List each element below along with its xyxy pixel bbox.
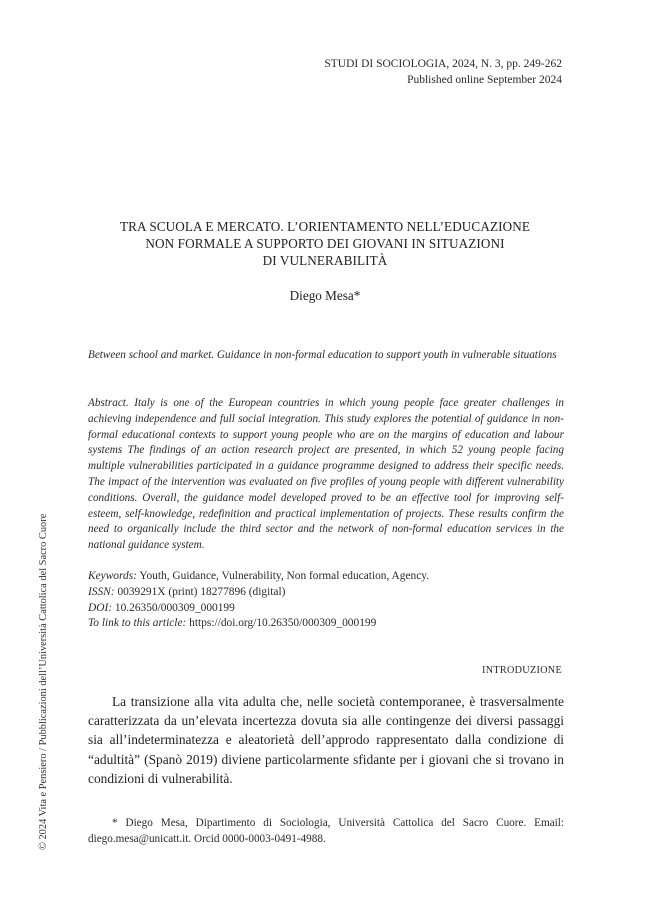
issn-value: 0039291X (print) 18277896 (digital) [117, 585, 286, 598]
issn-label: ISSN: [88, 585, 115, 598]
title-line-1: TRA SCUOLA E MERCATO. L’ORIENTAMENTO NELL’EDUCAZIONE [119, 219, 531, 234]
article-title [88, 218, 562, 269]
copyright-side-note: © 2024 Vita e Pensiero / Pubblicazioni dell’Università Cattolica del Sacro Cuore [38, 513, 49, 850]
keywords-value: Youth, Guidance, Vulnerability, Non formal education, Agency. [139, 570, 430, 582]
article-link-row [88, 616, 564, 632]
english-title: Between school and market. Guidance in non-formal education to support youth in vulnerable situations [88, 349, 557, 361]
keywords-row [88, 569, 564, 585]
title-line-3: DI VULNERABILITÀ [262, 253, 388, 268]
doi-row [88, 601, 564, 617]
abstract [88, 396, 564, 554]
section-heading: INTRODUZIONE [482, 665, 562, 676]
journal-header [324, 56, 562, 88]
author-footnote: * Diego Mesa, Dipartimento di Sociologia, Università Cattolica del Sacro Cuore. Email: diego.mesa@unicatt.it. Orcid 0000-0003-0491-4988. [88, 817, 564, 845]
keywords-label: Keywords: [88, 570, 137, 582]
body-paragraph: La transizione alla vita adulta che, nelle società contemporanee, è trasversalmente caratterizzata da un’elevata incertezza dovuta sia alle contingenze dei diversi passaggi sia all’indeterminatezza e aleatorietà dell’approdo rappresentato dalla condizione di “adultità” (Spanò 2019) diviene particolarmente sfidante per i giovani che si trovano in condizioni di vulnerabilità. [88, 694, 564, 786]
issn-row [88, 585, 564, 601]
article-link[interactable]: https://doi.org/10.26350/000309_000199 [189, 617, 377, 630]
author-name: Diego Mesa* [289, 288, 361, 303]
doi-label: DOI: [88, 601, 113, 614]
article-metadata [88, 569, 564, 632]
article-link-label: To link to this article: [88, 617, 187, 630]
journal-citation: STUDI DI SOCIOLOGIA, 2024, N. 3, pp. 249-262 [324, 58, 562, 70]
published-date: Published online September 2024 [407, 74, 562, 86]
abstract-text: Italy is one of the European countries in which young people face greater challenges in achieving independence and full social integration. This study explores the potential of guidance in non-formal educational contexts to support young people who are on the margins of education and labour systems The findings of an action research project are presented, in which 52 young people facing multiple vulnerabilities participated in a guidance programme designed to address their specific needs. The impact of the intervention was evaluated on five profiles of young people with different vulnerability conditions. Overall, the guidance model developed proved to be an effective tool for improving self-esteem, self-knowledge, redefinition and practical implementation of projects. These results confirm the need to organically include the third sector and the network of non-formal education services in the national guidance system. [88, 397, 564, 552]
doi-value: 10.26350/000309_000199 [114, 601, 235, 614]
title-line-2: NON FORMALE A SUPPORTO DEI GIOVANI IN SITUAZIONI [145, 236, 505, 251]
abstract-label: Abstract. [88, 397, 129, 409]
